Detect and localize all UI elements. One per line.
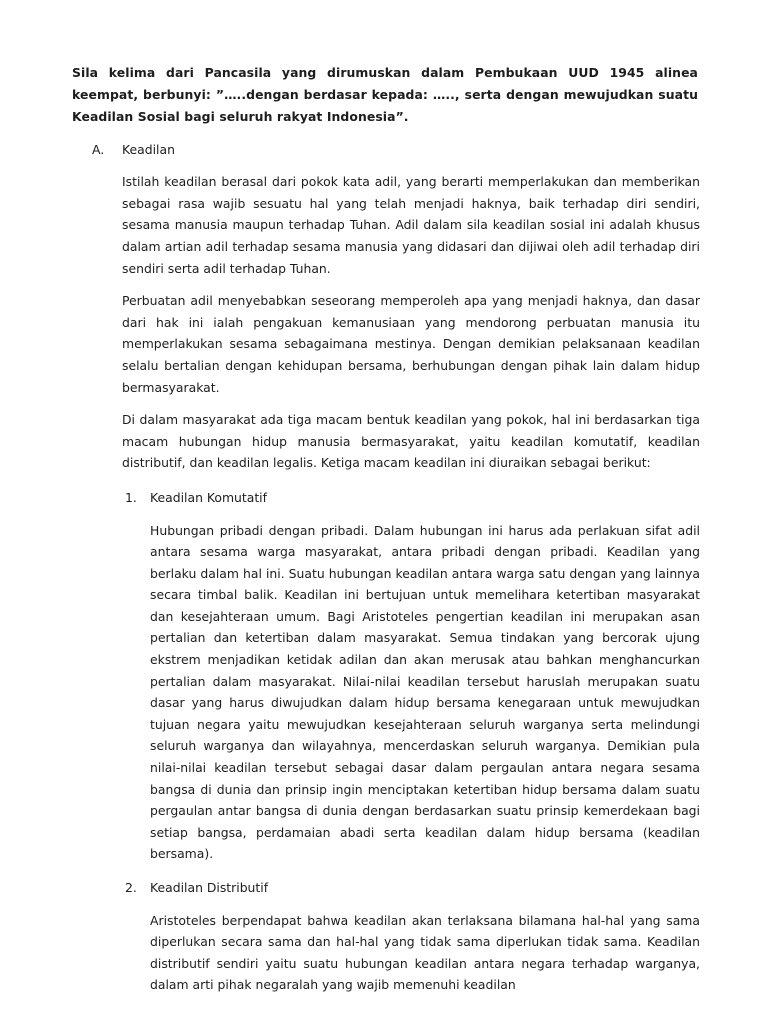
paragraph-perbuatan-adil: Perbuatan adil menyebabkan seseorang memperoleh apa yang menjadi haknya, dan dasar dari hak ini ialah pengakuan kemanusiaan yang mendorong perbuatan manusia itu memperlakukan sesama sebagaimana mestinya. Dengan demikian pelaksanaan keadilan selalu bertalian dengan kehidupan bersama, berhubungan dengan pihak lain dalam hidup bermasyarakat.	[122, 293, 700, 395]
subsection-item-keadilan-komutatif	[122, 487, 698, 865]
paragraph-tiga-macam-keadilan: Di dalam masyarakat ada tiga macam bentuk keadilan yang pokok, hal ini berdasarkan tiga macam hubungan hidup manusia bermasyarakat, yaitu keadilan komutatif, keadilan distributif, dan keadilan legalis. Ketiga macam keadilan ini diuraikan sebagai berikut:	[122, 412, 700, 471]
subsection-marker: 1.	[125, 489, 137, 505]
subsection-item-keadilan-distributif	[122, 877, 698, 996]
subsection-title: Keadilan Distributif	[150, 880, 269, 896]
subsection-marker: 2.	[125, 880, 137, 896]
document-heading: Sila kelima dari Pancasila yang dirumuskan dalam Pembukaan UUD 1945 alinea keempat, berbunyi: ”…..dengan berdasar kepada: ….., serta dengan mewujudkan suatu Keadilan Sosial bagi seluruh rakyat Indonesia”.	[72, 65, 698, 125]
section-title: Keadilan	[122, 141, 175, 157]
document-body	[72, 62, 698, 996]
subsection-title: Keadilan Komutatif	[150, 489, 267, 505]
paragraph-keadilan-komutatif-body: Hubungan pribadi dengan pribadi. Dalam hubungan ini harus ada perlakuan sifat adil antara sesama warga masyarakat, antara pribadi dengan pribadi. Keadilan yang berlaku dalam hal ini. Suatu hubungan keadilan antara warga satu dengan yang lainnya secara timbal balik. Keadilan ini bertujuan untuk memelihara ketertiban masyarakat dan kesejahteraan umum. Bagi Aristoteles pengertian keadilan ini merupakan asan pertalian dan ketertiban dalam masyarakat. Semua tindakan yang bercorak ujung ekstrem menjadikan ketidak adilan dan akan merusak atau bahkan menghancurkan pertalian dalam masyarakat. Nilai-nilai keadilan tersebut haruslah merupakan suatu dasar yang harus diwujudkan dalam hidup bersama kenegaraan untuk mewujudkan tujuan negara yaitu mewujudkan kesejahteraan seluruh warganya serta melindungi seluruh warganya dan wilayahnya, mencerdaskan seluruh warganya. Demikian pula nilai-nilai keadilan tersebut sebagai dasar dalam pergaulan antara negara sesama bangsa di dunia dan prinsip ingin menciptakan ketertiban hidup bersama dalam suatu pergaulan antar bangsa di dunia dengan berdasarkan suatu prinsip kemerdekaan bagi setiap bangsa, perdamaian abadi serta keadilan dalam hidup bersama (keadilan bersama).	[150, 522, 700, 862]
section-list	[72, 139, 698, 996]
section-marker: A.	[92, 141, 105, 157]
paragraph-istilah-keadilan: Istilah keadilan berasal dari pokok kata adil, yang berarti memperlakukan dan memberikan sebagai rasa wajib sesuatu hal yang telah menjadi haknya, baik terhadap diri sendiri, sesama manusia maupun terhadap Tuhan. Adil dalam sila keadilan sosial ini adalah khusus dalam artian adil terhadap sesama manusia yang didasari dan dijiwai oleh adil terhadap diri sendiri serta adil terhadap Tuhan.	[122, 174, 700, 276]
paragraph-keadilan-distributif-body: Aristoteles berpendapat bahwa keadilan akan terlaksana bilamana hal-hal yang sama diperlukan secara sama dan hal-hal yang tidak sama diperlukan tidak sama. Keadilan distributif sendiri yaitu suatu hubungan keadilan antara negara terhadap warganya, dalam arti pihak negaralah yang wajib memenuhi keadilan	[150, 912, 700, 993]
subsection-list	[122, 487, 698, 996]
section-item-keadilan	[72, 139, 698, 996]
